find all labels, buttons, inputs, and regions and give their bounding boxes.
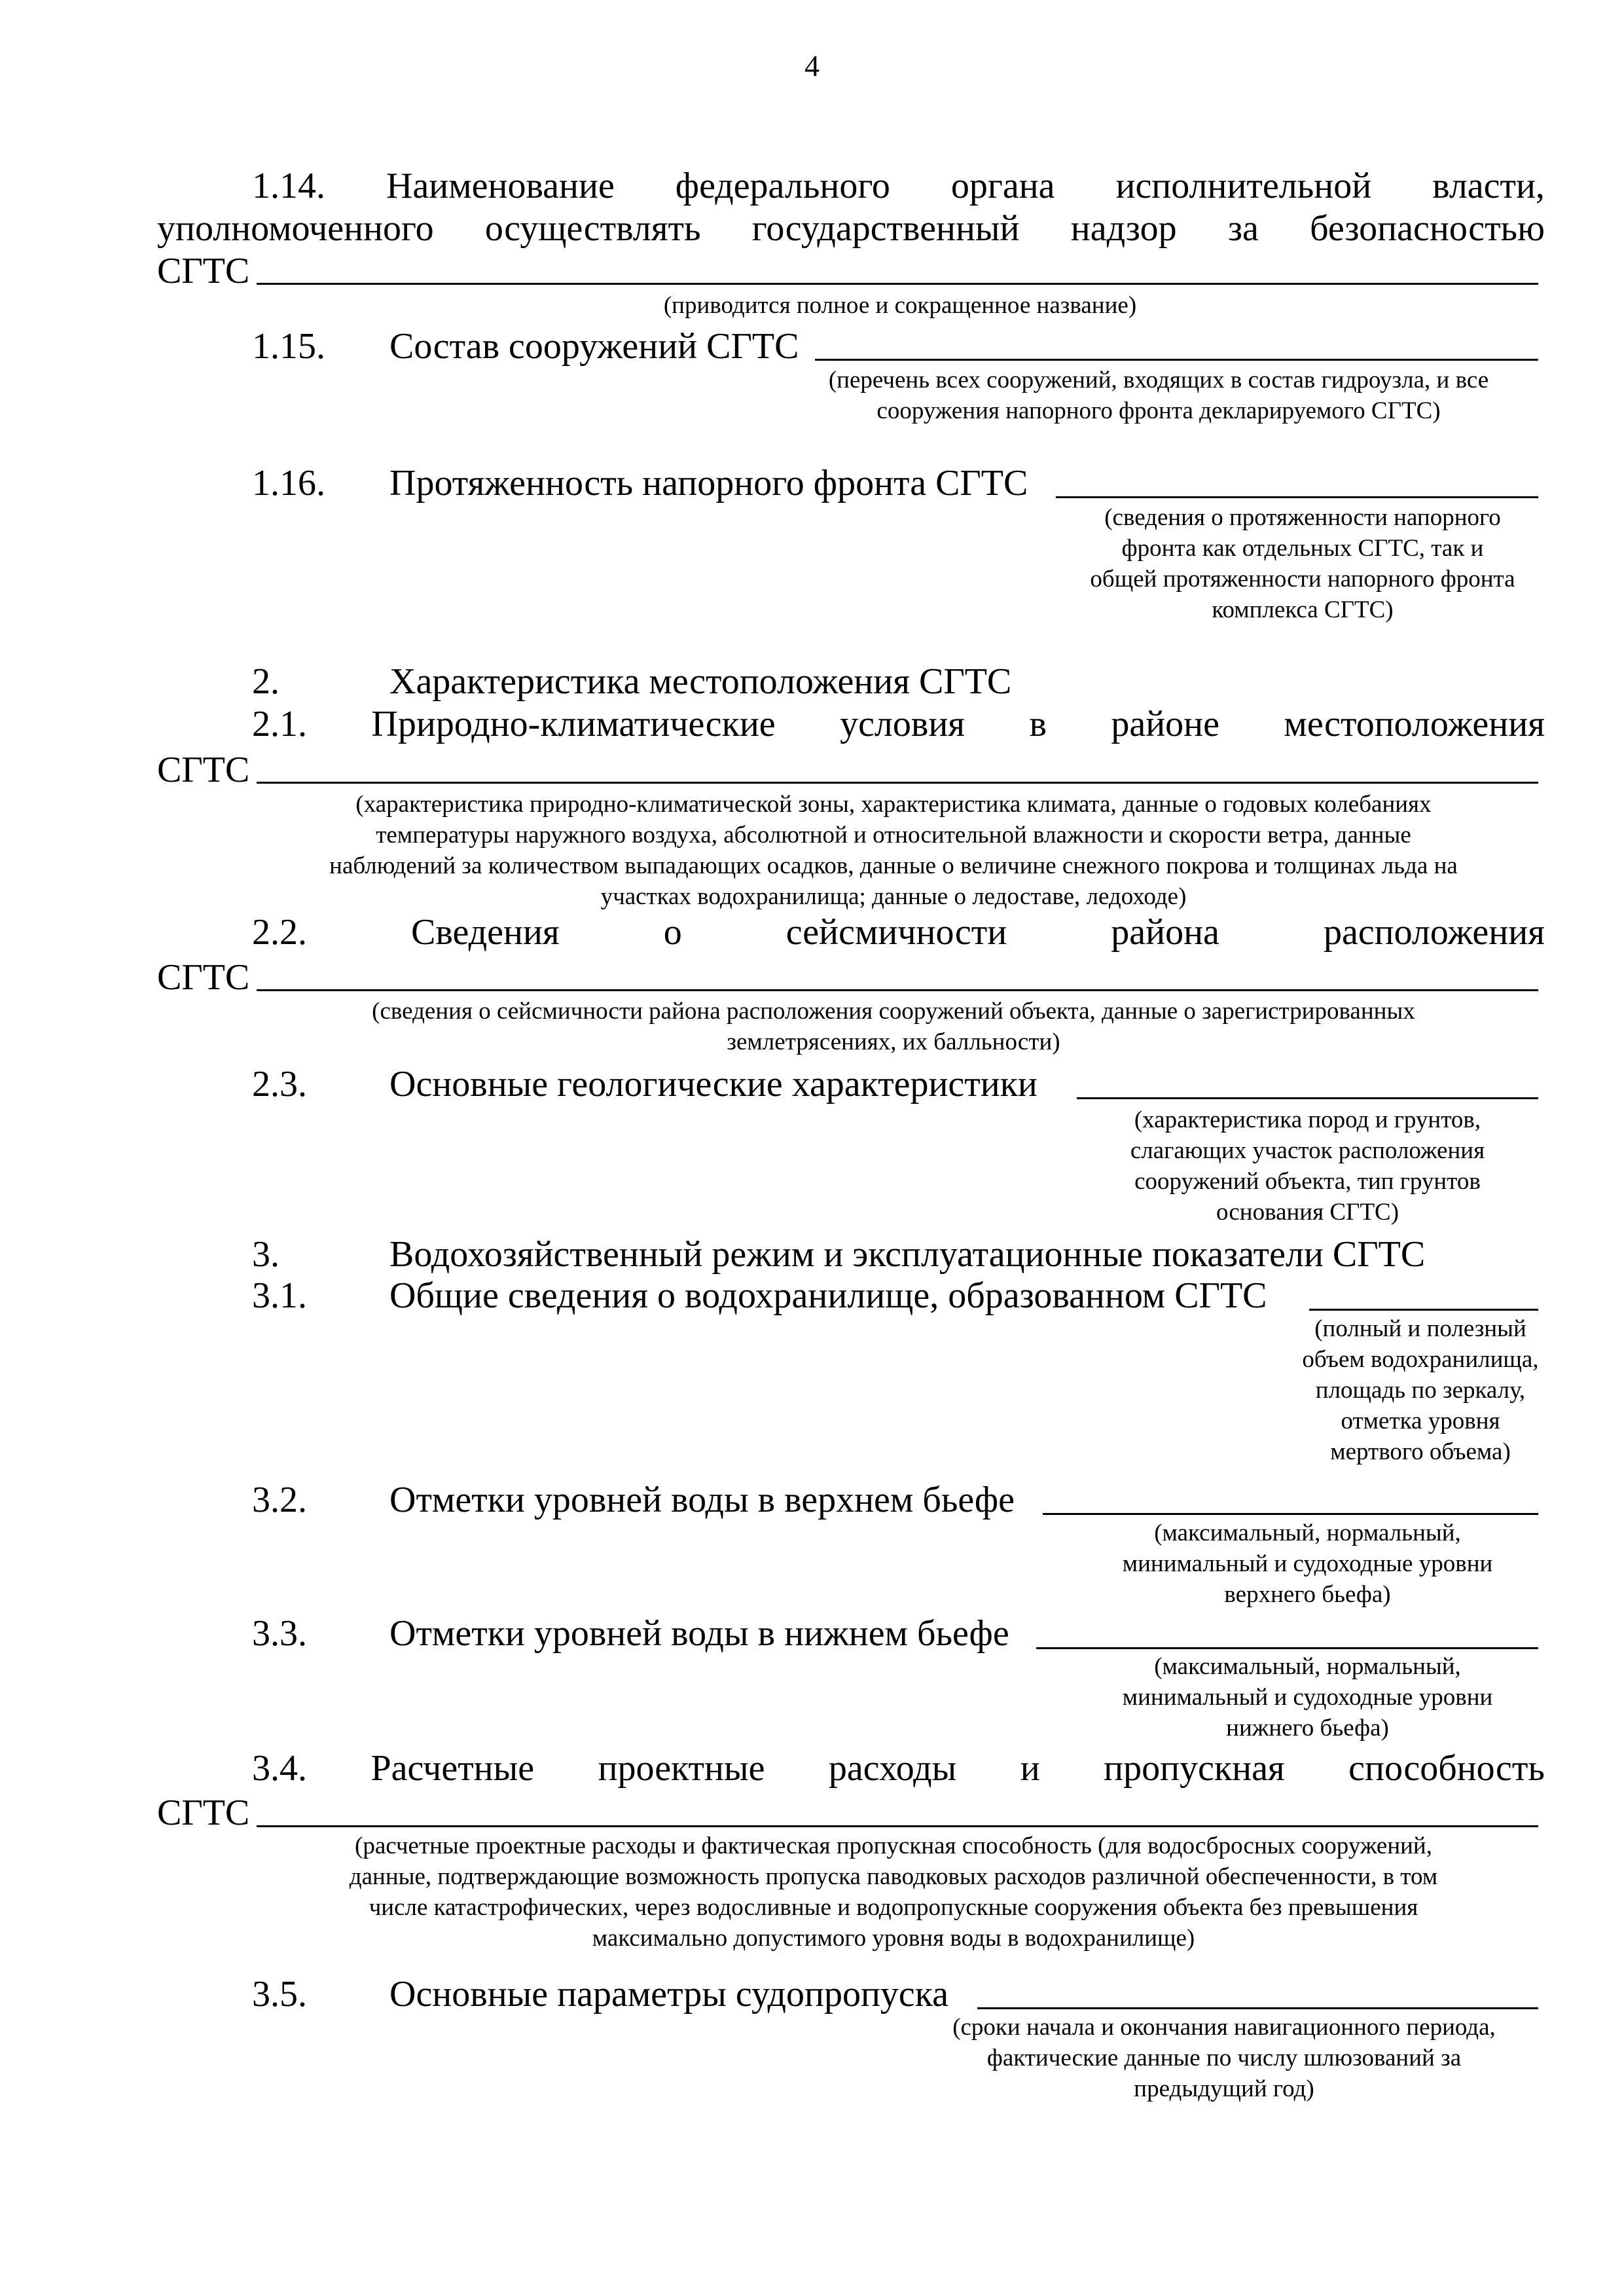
- page-number: 4: [804, 49, 820, 82]
- item-3-3-note-1: (максимальный, нормальный,: [1154, 1653, 1461, 1680]
- item-3-1-note-4: отметка уровня: [1341, 1408, 1500, 1434]
- item-3-3-note-2: минимальный и судоходные уровни: [1122, 1684, 1493, 1711]
- item-2-3-number: 2.3.: [252, 1064, 307, 1104]
- item-3-4-fill-line[interactable]: [257, 1825, 1538, 1827]
- item-1-16-note-2: фронта как отдельных СГТС, так и: [1121, 535, 1484, 562]
- item-1-16-note-1: (сведения о протяженности напорного: [1104, 504, 1501, 531]
- section-2-title: Характеристика местоположения СГТС: [389, 661, 1012, 702]
- item-3-1-label: Общие сведения о водохранилище, образованном СГТС: [389, 1275, 1267, 1316]
- item-3-4-line1: [252, 1745, 1545, 1792]
- item-1-14-fill-line[interactable]: [257, 283, 1538, 285]
- item-2-1-line1: [252, 701, 1545, 748]
- item-2-1-fill-line[interactable]: [257, 782, 1538, 784]
- item-2-3-note-2: слагающих участок расположения: [1130, 1137, 1485, 1164]
- item-3-4-note-4: максимально допустимого уровня воды в водохранилище): [592, 1925, 1195, 1952]
- item-3-4-line2: СГТС: [157, 1793, 250, 1833]
- item-3-5-number: 3.5.: [252, 1974, 307, 2014]
- item-3-5-label: Основные параметры судопропуска: [389, 1974, 948, 2014]
- word: 1.14.: [252, 166, 325, 206]
- item-3-5-note-3: предыдущий год): [1134, 2075, 1314, 2102]
- word: Расчетные: [370, 1748, 535, 1789]
- item-1-15-fill-line[interactable]: [815, 359, 1538, 361]
- word: безопасностью: [1310, 208, 1545, 249]
- item-1-14-line1: [252, 162, 1545, 210]
- item-3-1-note-1: (полный и полезный: [1314, 1315, 1526, 1342]
- word: местоположения: [1284, 704, 1545, 744]
- item-2-1-note-4: участках водохранилища; данные о ледоставе, ледоходе): [600, 883, 1187, 910]
- word: уполномоченного: [157, 208, 434, 249]
- item-2-3-note-4: основания СГТС): [1216, 1199, 1399, 1226]
- item-3-2-fill-line[interactable]: [1043, 1513, 1538, 1515]
- word: проектные: [598, 1748, 765, 1789]
- word: федерального: [675, 166, 890, 206]
- word: за: [1227, 208, 1259, 249]
- item-2-3-note-1: (характеристика пород и грунтов,: [1134, 1106, 1481, 1133]
- item-2-3-fill-line[interactable]: [1077, 1097, 1538, 1099]
- item-1-16-fill-line[interactable]: [1056, 496, 1538, 498]
- section-3-number: 3.: [252, 1234, 280, 1275]
- word: в: [1029, 704, 1047, 744]
- word: 2.1.: [252, 704, 307, 744]
- word: расходы: [828, 1748, 957, 1789]
- item-3-5-note-2: фактические данные по числу шлюзований за: [986, 2045, 1462, 2071]
- item-3-4-note-3: числе катастрофических, через водосливные и водопропускные сооружения объекта без превышения: [369, 1894, 1418, 1921]
- item-2-2-line1: [252, 909, 1545, 956]
- item-1-15-note-1: (перечень всех сооружений, входящих в состав гидроузла, и все: [828, 367, 1489, 393]
- item-2-1-note-3: наблюдений за количеством выпадающих осадков, данные о величине снежного покрова и толщинах льда на: [329, 852, 1458, 879]
- item-3-4-note-1: (расчетные проектные расходы и фактическая пропускная способность (для водосбросных сооружений,: [355, 1832, 1432, 1859]
- word: органа: [950, 166, 1055, 206]
- word: пропускная: [1104, 1748, 1285, 1789]
- item-3-5-note-1: (сроки начала и окончания навигационного периода,: [952, 2014, 1496, 2041]
- section-2-number: 2.: [252, 661, 280, 702]
- item-1-16-note-3: общей протяженности напорного фронта: [1090, 566, 1515, 592]
- item-3-3-label: Отметки уровней воды в нижнем бьефе: [389, 1613, 1009, 1654]
- word: расположения: [1323, 912, 1545, 953]
- word: Наименование: [386, 166, 615, 206]
- item-1-16-number: 1.16.: [252, 463, 325, 503]
- section-3-title: Водохозяйственный режим и эксплуатационные показатели СГТС: [389, 1234, 1426, 1275]
- item-1-14-note: (приводится полное и сокращенное название): [663, 292, 1137, 319]
- word: и: [1020, 1748, 1040, 1789]
- item-1-16-note-4: комплекса СГТС): [1212, 596, 1394, 623]
- item-2-1-note-1: (характеристика природно-климатической зоны, характеристика климата, данные о годовых колебаниях: [355, 791, 1432, 818]
- item-1-14-line2: [157, 205, 1545, 252]
- item-2-2-fill-line[interactable]: [257, 989, 1538, 991]
- item-2-2-note-2: землетрясениях, их балльности): [727, 1029, 1060, 1055]
- item-3-3-note-3: нижнего бьефа): [1226, 1715, 1389, 1741]
- item-2-3-note-3: сооружений объекта, тип грунтов: [1134, 1168, 1481, 1195]
- item-3-2-note-3: верхнего бьефа): [1224, 1581, 1391, 1608]
- item-3-1-fill-line[interactable]: [1309, 1309, 1538, 1311]
- item-1-15-number: 1.15.: [252, 326, 325, 367]
- word: 3.4.: [252, 1748, 307, 1789]
- item-2-2-line2: СГТС: [157, 957, 250, 998]
- item-1-15-note-2: сооружения напорного фронта декларируемого СГТС): [876, 397, 1441, 424]
- item-3-3-fill-line[interactable]: [1036, 1647, 1538, 1649]
- word: района: [1111, 912, 1219, 953]
- word: сейсмичности: [785, 912, 1007, 953]
- item-3-1-note-2: объем водохранилища,: [1302, 1346, 1539, 1373]
- item-3-2-note-2: минимальный и судоходные уровни: [1122, 1550, 1493, 1577]
- word: условия: [840, 704, 965, 744]
- item-3-1-note-3: площадь по зеркалу,: [1315, 1377, 1526, 1404]
- item-1-15-label: Состав сооружений СГТС: [389, 326, 799, 367]
- item-3-4-note-2: данные, подтверждающие возможность пропуска паводковых расходов различной обеспеченности, в том: [349, 1863, 1438, 1890]
- item-3-1-number: 3.1.: [252, 1275, 307, 1316]
- item-1-14-line3: СГТС: [157, 251, 250, 291]
- word: Сведения: [411, 912, 560, 953]
- item-3-1-note-5: мертвого объема): [1330, 1438, 1511, 1465]
- item-2-1-note-2: температуры наружного воздуха, абсолютной и относительной влажности и скорости ветра, данные: [376, 822, 1411, 848]
- item-3-2-label: Отметки уровней воды в верхнем бьефе: [389, 1480, 1015, 1520]
- item-3-5-fill-line[interactable]: [977, 2007, 1538, 2009]
- word: 2.2.: [252, 912, 307, 953]
- item-3-3-number: 3.3.: [252, 1613, 307, 1654]
- word: государственный: [751, 208, 1020, 249]
- word: власти,: [1432, 166, 1545, 206]
- item-3-2-note-1: (максимальный, нормальный,: [1154, 1520, 1461, 1546]
- word: осуществлять: [484, 208, 701, 249]
- item-2-2-note-1: (сведения о сейсмичности района расположения сооружений объекта, данные о зарегистрированных: [372, 998, 1415, 1025]
- word: о: [663, 912, 682, 953]
- word: районе: [1111, 704, 1219, 744]
- word: надзор: [1070, 208, 1177, 249]
- item-2-3-label: Основные геологические характеристики: [389, 1064, 1038, 1104]
- item-2-1-line2: СГТС: [157, 750, 250, 790]
- item-1-16-label: Протяженность напорного фронта СГТС: [389, 463, 1028, 503]
- word: способность: [1348, 1748, 1545, 1789]
- word: Природно-климатические: [371, 704, 776, 744]
- word: исполнительной: [1115, 166, 1372, 206]
- item-3-2-number: 3.2.: [252, 1480, 307, 1520]
